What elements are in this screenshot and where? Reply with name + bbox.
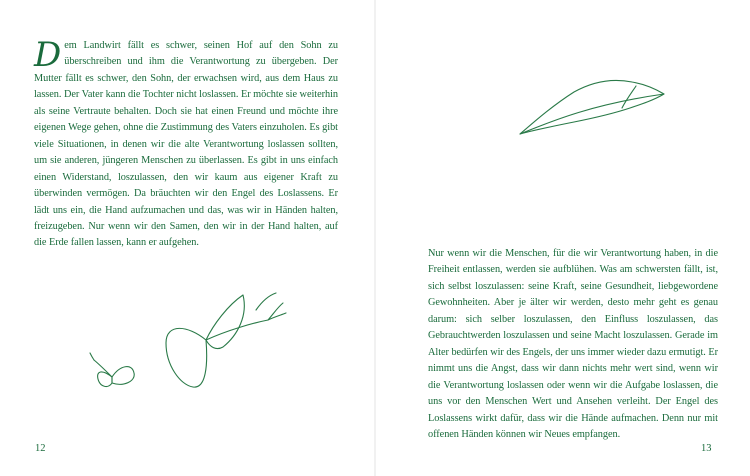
large-butterfly-tail <box>256 293 276 310</box>
left-page-text <box>34 35 338 252</box>
butterflies-illustration <box>88 285 298 400</box>
feather-illustration <box>514 70 674 140</box>
left-page <box>0 0 374 476</box>
right-paragraph: Nur wenn wir die Menschen, für die wir Verantwortung haben, in die Freiheit entlassen, werden sie aufblühen. Was am schwersten fällt, ist, sich selbst loszulassen: seine Kraft, seine Gesundheit, liebgewordene Gewohnheiten. Aber je älter wir werden, desto mehr geht es genau darum: sich selber loszulassen, den Einfluss loszulassen, das Gebrauchtwerden loszulassen und seine Macht loszulassen. Gerade im Alter bedürfen wir des Engels, der uns immer wieder dazu ermutigt. Er nimmt uns die Angst, dass wir dann nichts mehr wert sind, wenn wir die Verantwortung loslassen oder wenn wir die Aufgabe loslassen, die uns vor den Menschen Wert und Ansehen verleiht. Der Engel des Loslassens wirkt dafür, dass wir die Hände aufmachen. Denn nur mit offenen Händen können wir Neues empfangen. <box>428 248 718 440</box>
small-butterfly-body <box>94 360 112 377</box>
small-butterfly-antenna <box>90 353 94 360</box>
right-page <box>376 0 750 476</box>
small-butterfly-wing-right <box>112 367 134 385</box>
large-butterfly-antenna <box>268 303 286 320</box>
feather-notch <box>622 86 636 108</box>
drop-cap: D <box>34 35 62 75</box>
page-number-right: 13 <box>701 443 712 454</box>
feather-shaft <box>520 94 664 134</box>
left-paragraph: em Landwirt fällt es schwer, seinen Hof auf den Sohn zu überschreiben und ihm die Verantwortung zu übergeben. Der Mutter fällt es schwer, den Sohn, der erwachsen wird, aus dem Haus zu lassen. Der Vater kann die Tochter nicht loslassen. Er möchte sie weiterhin als seine Vertraute behalten. Doch sie hat einen Freund und möchte ihre eigenen Wege gehen, ohne die Zustimmung des Vaters einzuholen. Es gibt viele Situationen, in denen wir die alte Verantwortung loslassen sollten, um sie anderen, jüngeren Menschen zu überlassen. Es gibt in uns einfach einen Widerstand, loszulassen, den wir kaum aus eigener Kraft zu überwinden vermögen. Da bräuchten wir den Engel des Loslassens. Er lädt uns ein, die Hand aufzumachen und das, was wir in Händen halten, freizugeben. Nur wenn wir den Samen, den wir in der Hand halten, auf die Erde fallen lassen, kann er aufgehen. <box>34 40 338 249</box>
page-number-left: 12 <box>35 443 46 454</box>
large-butterfly-upper-wing <box>206 295 244 349</box>
right-page-text <box>428 246 718 443</box>
large-butterfly-lower-wing <box>166 328 207 387</box>
